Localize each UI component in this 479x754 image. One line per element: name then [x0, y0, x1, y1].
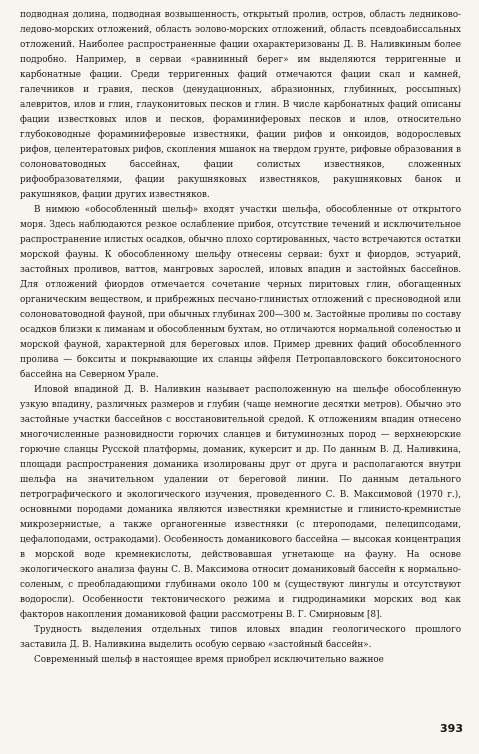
paragraph-modern-shelf: Современный шельф в настоящее время приобрел исключительно важное — [34, 655, 384, 665]
page-number: 393 — [440, 722, 463, 735]
paragraph-silt-depression: Иловой впадиной Д. В. Наливкин называет расположенную на шельфе обособленную узкую впадину, различных размеров и глубин (чаще немногие десятки метров). Обычно это застойные участки бассейнов с восстановительной средой. К отложениям впадин отнесено многочисленные разновидности горючих сланцев и битуминозных пород — верхнеюрские горючие сланцы Русской платформы, доманик, кукерсит и др. По данным В. Д. Наливкина, площади распространения доманика изолированы друг от друга и располагаются внутри шельфа на значительном удалении от береговой линии. По данным детального петрографического и экологического изучения, проведенного С. В. Максимовой (1970 г.), основными породами доманика являются известняки кремнистые и глинисто-кремнистые микрозернистые, а также органогенные известняки (с птероподами, пелеципсодами, цефалоподами, остракодами). Особенность доманикового бассейна — высокая концентрация в морской воде кремнекислоты, действовавшая угнетающе на фауну. На основе экологического анализа фауны С. В. Максимова относит доманиковый бассейн к нормально-соленым, с преобладающими глубинами около 100 м (существуют лингулы и отсутствуют водоросли). Особенности тектонического режима и гидродинамики морских вод как факторов накопления доманиковой фации рассмотрены В. Г. Смирновым [8]. — [20, 385, 461, 620]
paragraph-facies-list: подводная долина, подводная возвышенность, открытый пролив, остров, область ледниково-ледово-морских отложений, область эолово-морских отложений, область псевдоабиссальных отложений. Наиболее распространенные фации охарактеризованы Д. В. Наливкиным более подробно. Например, в серваи «равнинный берег» им выделяются терригенные и карбонатные фации. Среди терригенных фаций отмечаются фации скал и камней, галечников и гравия, песков (денудационных, абразионных, глубинных, россыпных) алевритов, илов и глин, глауконитовых песков и глин. В числе карбонатных фаций описаны фации известковых илов и песков, фораминиферовых песков и илов, относительно глубоководные фораминиферовые известняки, фации рифов и онкоидов, водорослевых рифов, целентератовых рифов, скопления мшанок на твердом грунте, рифовые образования в солоноватоводных бассейнах, фации солистых известняков, сложенных рифообразователями, фации ракушняковых известняков, ракушняковых банок и ракушняков, фации других известняков. — [20, 10, 461, 200]
paragraph-stagnant-basin: Трудность выделения отдельных типов иловых впадин геологического прошлого заставила Д. В. Наливкина выделить особую серваю «застойный бассейн». — [20, 625, 461, 650]
paragraph-isolated-shelf: В нимюю «обособленный шельф» входят участки шельфа, обособленные от открытого моря. Здесь наблюдаются резкое ослабление прибоя, отсутствие течений и исключительное распространение илистых осадков, обычно плохо сортированных, часто встречаются остатки морской фауны. К обособленному шельфу отнесены серваи: бухт и фиордов, эстуарий, застойных проливов, ваттов, мангровых зарослей, иловых впадин и застойных бассейнов. Для отложений фиордов отмечается сочетание черных пиритовых глин, обогащенных органическим веществом, и прибрежных песчано-глинистых отложений с пресноводной или солоноватоводной фауной, при обычных глубинах 200—300 м. Застойные проливы по составу осадков близки к лиманам и обособленным бухтам, но отличаются нормальной соленостью и морской фауной, характерной для береговых илов. Пример древних фаций обособленного пролива — бокситы и покрывающие их сланцы эйфеля Петропавловского бокситоносного бассейна на Северном Урале. — [20, 205, 461, 380]
document-body — [20, 8, 461, 668]
